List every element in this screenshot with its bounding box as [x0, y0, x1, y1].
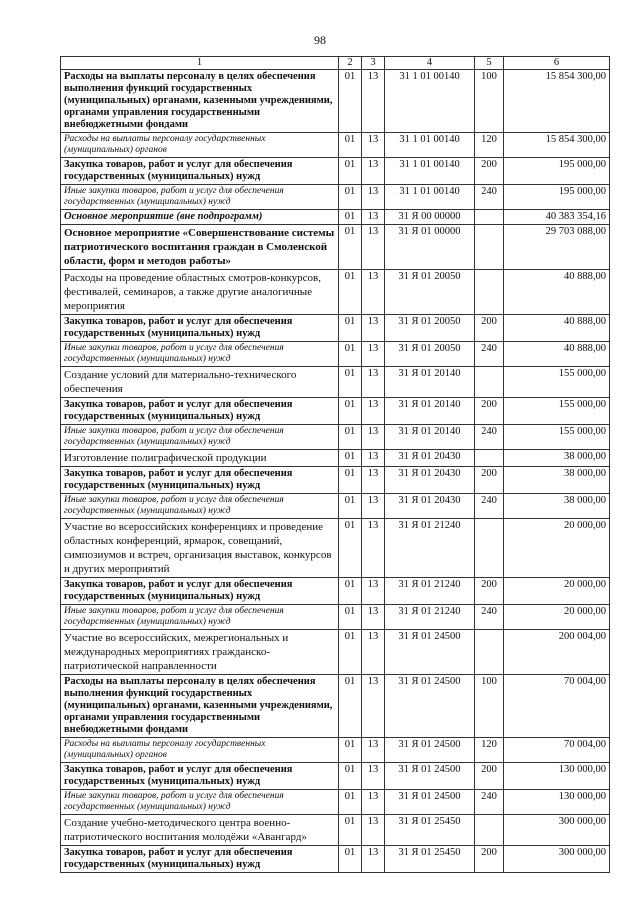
row-expense-type [475, 210, 504, 225]
row-section: 01 [339, 630, 362, 675]
row-expense-type: 200 [475, 763, 504, 790]
row-expense-type: 240 [475, 494, 504, 519]
row-subsection: 13 [362, 763, 385, 790]
row-name: Расходы на выплаты персоналу государственных (муниципальных) органов [61, 133, 339, 158]
row-expense-type: 240 [475, 185, 504, 210]
row-target-article: 31 Я 01 21240 [385, 578, 475, 605]
row-amount: 130 000,00 [504, 763, 610, 790]
row-section: 01 [339, 158, 362, 185]
row-amount: 70 004,00 [504, 738, 610, 763]
row-expense-type: 200 [475, 846, 504, 873]
row-target-article: 31 Я 01 25450 [385, 846, 475, 873]
header-col-3: 3 [362, 57, 385, 70]
row-target-article: 31 Я 01 24500 [385, 675, 475, 738]
row-subsection: 13 [362, 315, 385, 342]
row-amount: 29 703 088,00 [504, 225, 610, 270]
table-row [61, 70, 610, 133]
row-amount: 40 888,00 [504, 342, 610, 367]
row-name: Закупка товаров, работ и услуг для обеспечения государственных (муниципальных) нужд [61, 398, 339, 425]
row-name: Расходы на выплаты персоналу в целях обеспечения выполнения функций государственных (муниципальных) органами, казенными учреждениями, органами управления государственными внебюджетными фондами [61, 675, 339, 738]
row-target-article: 31 Я 01 20050 [385, 315, 475, 342]
row-expense-type [475, 225, 504, 270]
table-row [61, 225, 610, 270]
row-subsection: 13 [362, 70, 385, 133]
row-subsection: 13 [362, 270, 385, 315]
row-section: 01 [339, 519, 362, 578]
row-name: Закупка товаров, работ и услуг для обеспечения государственных (муниципальных) нужд [61, 578, 339, 605]
table-row [61, 846, 610, 873]
table-row [61, 133, 610, 158]
row-target-article: 31 Я 01 24500 [385, 738, 475, 763]
row-target-article: 31 Я 01 24500 [385, 630, 475, 675]
row-target-article: 31 Я 01 24500 [385, 763, 475, 790]
row-expense-type [475, 519, 504, 578]
row-name: Закупка товаров, работ и услуг для обеспечения государственных (муниципальных) нужд [61, 846, 339, 873]
row-amount: 40 888,00 [504, 270, 610, 315]
row-name: Иные закупки товаров, работ и услуг для обеспечения государственных (муниципальных) нужд [61, 185, 339, 210]
header-row [61, 57, 610, 70]
row-expense-type [475, 270, 504, 315]
row-subsection: 13 [362, 185, 385, 210]
row-section: 01 [339, 367, 362, 398]
row-expense-type: 120 [475, 738, 504, 763]
row-section: 01 [339, 185, 362, 210]
row-expense-type: 200 [475, 467, 504, 494]
row-expense-type: 240 [475, 605, 504, 630]
row-target-article: 31 Я 01 00000 [385, 225, 475, 270]
row-name: Изготовление полиграфической продукции [61, 450, 339, 467]
row-amount: 155 000,00 [504, 398, 610, 425]
row-name: Иные закупки товаров, работ и услуг для обеспечения государственных (муниципальных) нужд [61, 342, 339, 367]
table-row [61, 605, 610, 630]
row-expense-type: 200 [475, 315, 504, 342]
row-section: 01 [339, 738, 362, 763]
row-target-article: 31 1 01 00140 [385, 133, 475, 158]
row-name: Расходы на проведение областных смотров-конкурсов, фестивалей, семинаров, а также другие аналогичные мероприятия [61, 270, 339, 315]
row-subsection: 13 [362, 675, 385, 738]
row-subsection: 13 [362, 367, 385, 398]
table-row [61, 815, 610, 846]
row-subsection: 13 [362, 605, 385, 630]
row-name: Закупка товаров, работ и услуг для обеспечения государственных (муниципальных) нужд [61, 763, 339, 790]
row-expense-type: 240 [475, 342, 504, 367]
row-subsection: 13 [362, 738, 385, 763]
row-expense-type: 240 [475, 790, 504, 815]
row-name: Закупка товаров, работ и услуг для обеспечения государственных (муниципальных) нужд [61, 315, 339, 342]
header-col-5: 5 [475, 57, 504, 70]
row-amount: 38 000,00 [504, 450, 610, 467]
row-name: Иные закупки товаров, работ и услуг для обеспечения государственных (муниципальных) нужд [61, 425, 339, 450]
row-target-article: 31 Я 01 20430 [385, 494, 475, 519]
row-name: Иные закупки товаров, работ и услуг для обеспечения государственных (муниципальных) нужд [61, 494, 339, 519]
row-section: 01 [339, 605, 362, 630]
row-name: Иные закупки товаров, работ и услуг для обеспечения государственных (муниципальных) нужд [61, 790, 339, 815]
table-row [61, 398, 610, 425]
row-amount: 20 000,00 [504, 578, 610, 605]
row-section: 01 [339, 494, 362, 519]
row-subsection: 13 [362, 467, 385, 494]
table-row [61, 578, 610, 605]
row-target-article: 31 Я 01 20140 [385, 425, 475, 450]
row-section: 01 [339, 133, 362, 158]
row-section: 01 [339, 846, 362, 873]
row-section: 01 [339, 70, 362, 133]
row-expense-type: 240 [475, 425, 504, 450]
row-amount: 40 383 354,16 [504, 210, 610, 225]
row-name: Иные закупки товаров, работ и услуг для обеспечения государственных (муниципальных) нужд [61, 605, 339, 630]
row-target-article: 31 Я 01 20430 [385, 450, 475, 467]
row-subsection: 13 [362, 790, 385, 815]
table-row [61, 158, 610, 185]
header-col-2: 2 [339, 57, 362, 70]
table-row [61, 738, 610, 763]
row-name: Расходы на выплаты персоналу государственных (муниципальных) органов [61, 738, 339, 763]
row-subsection: 13 [362, 425, 385, 450]
table-row [61, 519, 610, 578]
row-section: 01 [339, 398, 362, 425]
row-subsection: 13 [362, 494, 385, 519]
table-row [61, 450, 610, 467]
row-section: 01 [339, 578, 362, 605]
row-subsection: 13 [362, 158, 385, 185]
table-row [61, 675, 610, 738]
row-section: 01 [339, 342, 362, 367]
row-amount: 38 000,00 [504, 494, 610, 519]
row-section: 01 [339, 675, 362, 738]
row-section: 01 [339, 225, 362, 270]
row-expense-type: 200 [475, 578, 504, 605]
row-name: Участие во всероссийских, межрегиональных и международных мероприятиях гражданско-патриотической направленности [61, 630, 339, 675]
row-section: 01 [339, 450, 362, 467]
row-amount: 70 004,00 [504, 675, 610, 738]
row-target-article: 31 Я 01 20050 [385, 270, 475, 315]
table-row [61, 763, 610, 790]
table-row [61, 315, 610, 342]
row-section: 01 [339, 315, 362, 342]
header-col-6: 6 [504, 57, 610, 70]
row-subsection: 13 [362, 630, 385, 675]
row-name: Основное мероприятие (вне подпрограмм) [61, 210, 339, 225]
row-amount: 195 000,00 [504, 158, 610, 185]
row-name: Закупка товаров, работ и услуг для обеспечения государственных (муниципальных) нужд [61, 158, 339, 185]
row-name: Закупка товаров, работ и услуг для обеспечения государственных (муниципальных) нужд [61, 467, 339, 494]
row-target-article: 31 Я 01 21240 [385, 605, 475, 630]
header-col-4: 4 [385, 57, 475, 70]
row-target-article: 31 Я 01 20140 [385, 367, 475, 398]
row-target-article: 31 Я 01 25450 [385, 815, 475, 846]
table-row [61, 467, 610, 494]
row-amount: 195 000,00 [504, 185, 610, 210]
row-amount: 155 000,00 [504, 425, 610, 450]
row-subsection: 13 [362, 133, 385, 158]
row-subsection: 13 [362, 815, 385, 846]
row-subsection: 13 [362, 225, 385, 270]
row-section: 01 [339, 425, 362, 450]
table-body [61, 70, 610, 873]
row-subsection: 13 [362, 342, 385, 367]
header-col-1: 1 [61, 57, 339, 70]
row-amount: 20 000,00 [504, 605, 610, 630]
row-target-article: 31 Я 01 20140 [385, 398, 475, 425]
row-target-article: 31 Я 00 00000 [385, 210, 475, 225]
row-name: Создание учебно-методического центра военно-патриотического воспитания молодёжи «Авангард» [61, 815, 339, 846]
row-target-article: 31 1 01 00140 [385, 158, 475, 185]
row-section: 01 [339, 270, 362, 315]
row-subsection: 13 [362, 519, 385, 578]
row-expense-type: 200 [475, 398, 504, 425]
row-section: 01 [339, 763, 362, 790]
row-amount: 130 000,00 [504, 790, 610, 815]
table-row [61, 367, 610, 398]
row-amount: 38 000,00 [504, 467, 610, 494]
row-name: Участие во всероссийских конференциях и проведение областных конференций, ярмарок, совещаний, симпозиумов и встреч, организация выставок, конкурсов и других мероприятий [61, 519, 339, 578]
row-name: Расходы на выплаты персоналу в целях обеспечения выполнения функций государственных (муниципальных) органами, казенными учреждениями, органами управления государственными внебюджетными фондами [61, 70, 339, 133]
row-target-article: 31 Я 01 20050 [385, 342, 475, 367]
table-row [61, 185, 610, 210]
row-target-article: 31 1 01 00140 [385, 70, 475, 133]
row-expense-type: 200 [475, 158, 504, 185]
table-row [61, 790, 610, 815]
row-amount: 200 004,00 [504, 630, 610, 675]
budget-table [60, 56, 610, 873]
row-subsection: 13 [362, 398, 385, 425]
table-row [61, 210, 610, 225]
row-target-article: 31 1 01 00140 [385, 185, 475, 210]
row-amount: 155 000,00 [504, 367, 610, 398]
row-expense-type [475, 367, 504, 398]
row-expense-type [475, 450, 504, 467]
row-section: 01 [339, 210, 362, 225]
table-row [61, 425, 610, 450]
row-target-article: 31 Я 01 21240 [385, 519, 475, 578]
table-row [61, 630, 610, 675]
row-amount: 300 000,00 [504, 815, 610, 846]
row-section: 01 [339, 790, 362, 815]
row-target-article: 31 Я 01 24500 [385, 790, 475, 815]
row-subsection: 13 [362, 578, 385, 605]
row-amount: 40 888,00 [504, 315, 610, 342]
row-name: Создание условий для материально-технического обеспечения [61, 367, 339, 398]
row-amount: 15 854 300,00 [504, 70, 610, 133]
row-amount: 15 854 300,00 [504, 133, 610, 158]
row-expense-type: 120 [475, 133, 504, 158]
row-expense-type: 100 [475, 70, 504, 133]
row-expense-type [475, 815, 504, 846]
row-amount: 300 000,00 [504, 846, 610, 873]
row-target-article: 31 Я 01 20430 [385, 467, 475, 494]
row-subsection: 13 [362, 846, 385, 873]
row-subsection: 13 [362, 210, 385, 225]
row-section: 01 [339, 467, 362, 494]
row-expense-type: 100 [475, 675, 504, 738]
row-section: 01 [339, 815, 362, 846]
row-expense-type [475, 630, 504, 675]
table-row [61, 342, 610, 367]
row-amount: 20 000,00 [504, 519, 610, 578]
table-row [61, 270, 610, 315]
row-subsection: 13 [362, 450, 385, 467]
row-name: Основное мероприятие «Совершенствование системы патриотического воспитания граждан в Смоленской области, форм и методов работы» [61, 225, 339, 270]
page-number: 98 [314, 33, 326, 47]
table-row [61, 494, 610, 519]
